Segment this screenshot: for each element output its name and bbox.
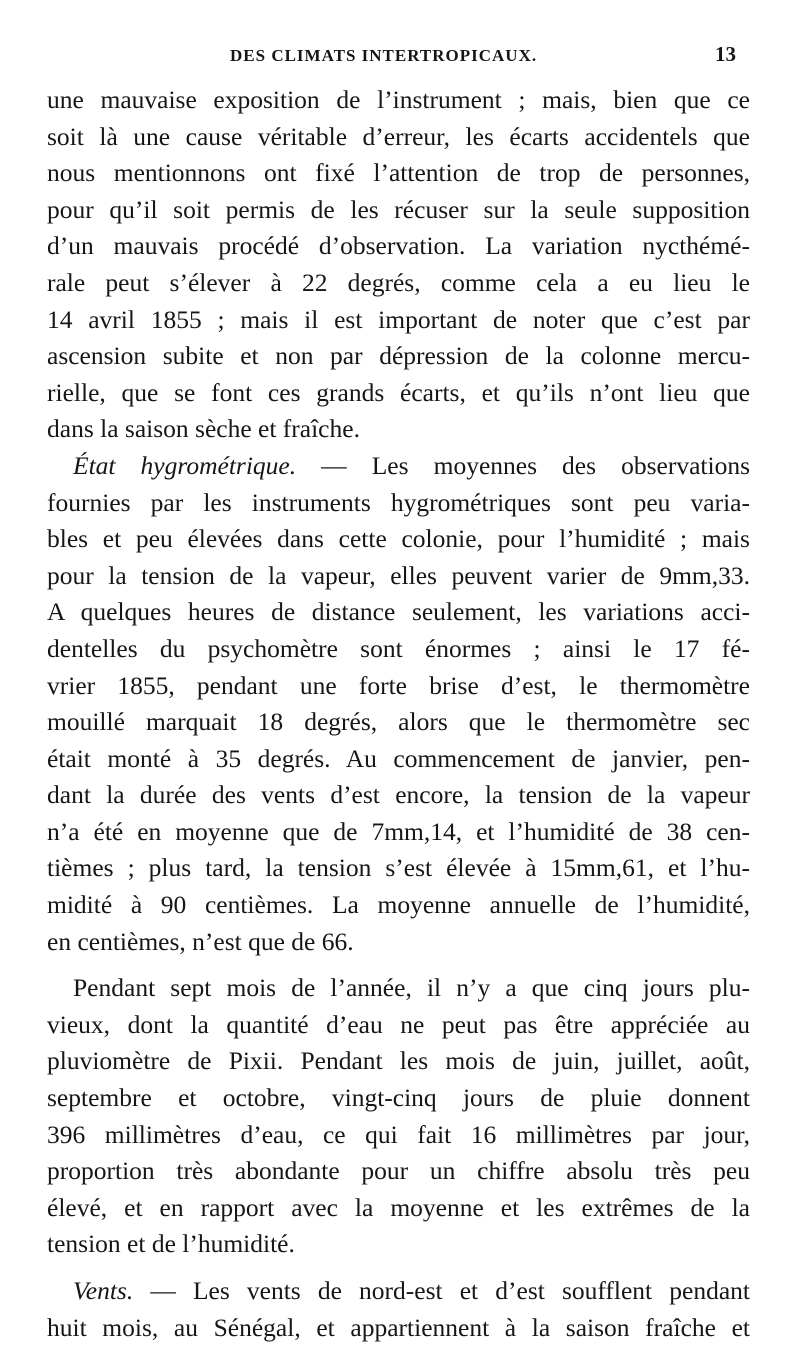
text-line: d’un mauvais procédé d’observation. La variation nycthémé- — [47, 231, 750, 261]
paragraph-pressure — [47, 82, 750, 448]
text-line: pour la tension de la vapeur, elles peuvent varier de 9mm,33. — [47, 560, 750, 590]
page-number: 13 — [715, 42, 736, 66]
body-text — [47, 82, 750, 1346]
text-line: proportion très abondante pour un chiffre absolu très peu — [47, 1156, 750, 1186]
text-line: une mauvaise exposition de l’instrument ; mais, bien que ce — [47, 85, 750, 114]
text-line: nous mentionnons ont fixé l’attention de trop de personnes, — [47, 158, 750, 188]
text-line: dant la durée des vents d’est encore, la tension de la vapeur — [47, 780, 750, 810]
text-line: huit mois, au Sénégal, et appartiennent à la saison fraîche et — [47, 1312, 750, 1342]
text-line: ascension subite et non par dépression de la colonne mercu- — [47, 341, 750, 371]
text-line: tension et de l’humidité. — [47, 1229, 295, 1259]
paragraph-gap — [47, 960, 750, 970]
text-line: en centièmes, n’est que de 66. — [47, 926, 354, 956]
text-span: — Les moyennes des observations — [296, 450, 750, 480]
text-line: bles et peu élevées dans cette colonie, pour l’humidité ; mais — [47, 524, 750, 554]
text-line: dentelles du psychomètre sont énormes ; ainsi le 17 fé- — [47, 633, 750, 663]
text-line: élevé, et en rapport avec la moyenne et les extrêmes de la — [47, 1192, 750, 1222]
text-line: dans la saison sèche et fraîche. — [47, 414, 360, 444]
text-line: vrier 1855, pendant une forte brise d’est, le thermomètre — [47, 670, 750, 700]
text-span: — Les vents de nord-est et d’est soufflent pendant — [133, 1276, 750, 1305]
paragraph-winds — [47, 1273, 750, 1346]
text-line: n’a été en moyenne que de 7mm,14, et l’humidité de 38 cen- — [47, 816, 750, 846]
text-line: septembre et octobre, vingt-cinq jours de pluie donnent — [47, 1083, 750, 1113]
paragraph-first-line — [47, 448, 750, 485]
text-line: pour qu’il soit permis de les récuser sur la seule supposition — [47, 194, 750, 224]
text-line: était monté à 35 degrés. Au commencement de janvier, pen- — [47, 743, 750, 773]
section-heading: État hygrométrique. — [73, 450, 297, 480]
text-line: 14 avril 1855 ; mais il est important de noter que c’est par — [47, 304, 750, 334]
text-line: rale peut s’élever à 22 degrés, comme cela a eu lieu le — [47, 267, 750, 297]
text-line: 396 millimètres d’eau, ce qui fait 16 millimètres par jour, — [47, 1119, 750, 1149]
text-line: mouillé marquait 18 degrés, alors que le thermomètre sec — [47, 707, 750, 737]
text-line: soit là une cause véritable d’erreur, les écarts accidentels que — [47, 121, 750, 151]
text-line: pluviomètre de Pixii. Pendant les mois de juin, juillet, août, — [47, 1046, 750, 1076]
text-line: tièmes ; plus tard, la tension s’est élevée à 15mm,61, et l’hu- — [47, 853, 750, 883]
paragraph-hygrometry — [47, 448, 750, 960]
paragraph-first-line — [47, 1273, 750, 1310]
text-line: vieux, dont la quantité d’eau ne peut pas être appréciée au — [47, 1009, 750, 1039]
section-heading: Vents. — [73, 1276, 134, 1305]
paragraph-rainfall — [47, 970, 750, 1263]
paragraph-gap — [47, 1263, 750, 1273]
page-header — [47, 40, 750, 70]
text-line: midité à 90 centièmes. La moyenne annuelle de l’humidité, — [47, 890, 750, 920]
text-line: A quelques heures de distance seulement, les variations acci- — [47, 597, 750, 627]
running-head: DES CLIMATS INTERTROPICAUX. — [230, 46, 538, 65]
text-line: Pendant sept mois de l’année, il n’y a que cinq jours plu- — [73, 973, 750, 1003]
text-line: fournies par les instruments hygrométriques sont peu varia- — [47, 487, 750, 517]
text-line: rielle, que se font ces grands écarts, et qu’ils n’ont lieu que — [47, 377, 750, 407]
